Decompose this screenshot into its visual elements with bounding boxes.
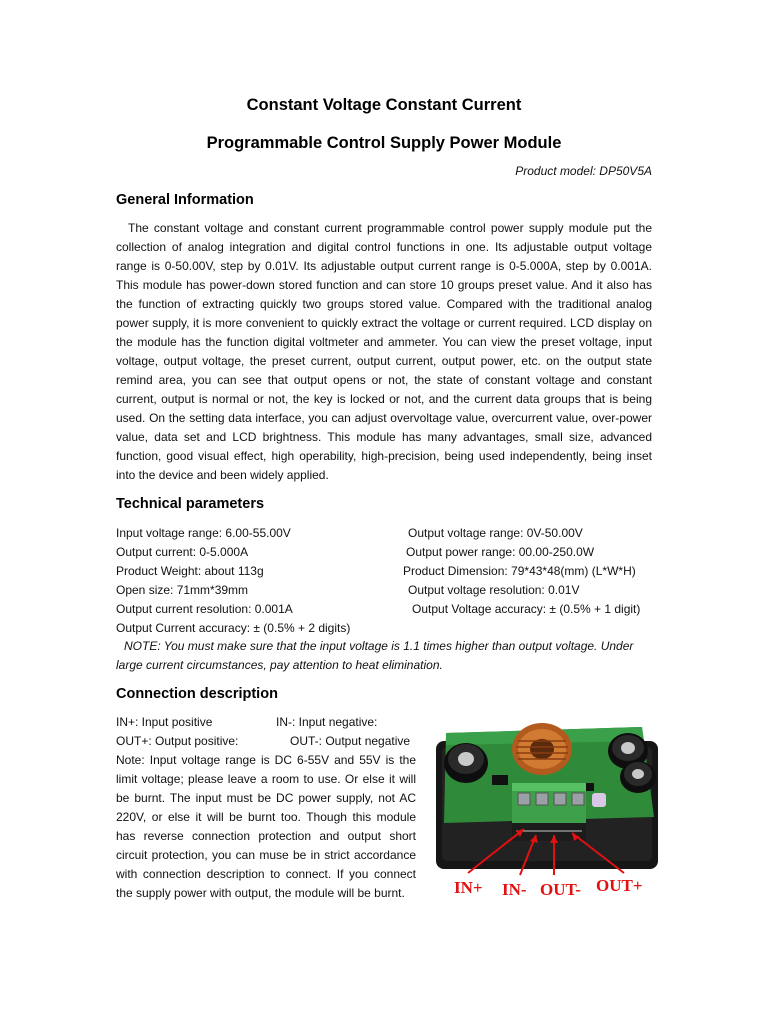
product-model: Product model: DP50V5A bbox=[515, 164, 652, 178]
pin-label-out-positive: OUT+ bbox=[596, 876, 643, 895]
param-open-size: Open size: 71mm*39mm bbox=[116, 583, 249, 597]
general-information-body: The constant voltage and constant current programmable control power supply module put the collection of analog integration and digital control functions in one. Its adjustable output voltage range is 0-50.00V, step by 0.01V. Its adjustable output current range is 0-5.000A, step by 0.001A. This module has power-down stored function and can store 10 groups preset value. And it also has the function of extracting quickly two groups stored value. Compared with the traditional analog power supply, it is more convenient to quickly extract the voltage or current required. LCD display on the module has the function digital voltmeter and ammeter. You can view the preset voltage, input voltage, output voltage, the preset current, output current, output power, etc. on the output state remind area, you can see that output opens or not, the state of constant voltage and constant current, output is normal or not, the key is locked or not, and the current data groups that is being used. On the setting data interface, you can adjust overvoltage value, overcurrent value, over-power value, data set and LCD brightness. This module has many advantages, small size, advanced function, good visual effect, high operability, high-precision, being used independently, being inset into the device and been widely applied. bbox=[116, 221, 652, 482]
pin-labels bbox=[432, 874, 662, 904]
pin-in-positive: IN+: Input positive bbox=[116, 715, 213, 729]
param-product-weight: Product Weight: about 113g bbox=[116, 564, 264, 578]
param-output-current-accuracy: Output Current accuracy: ± (0.5% + 2 digits) bbox=[116, 621, 351, 635]
param-output-current: Output current: 0-5.000A bbox=[116, 545, 249, 559]
param-input-voltage: Input voltage range: 6.00-55.00V bbox=[116, 526, 291, 540]
pin-in-negative: IN-: Input negative: bbox=[276, 715, 378, 729]
general-information-heading: General Information bbox=[116, 192, 254, 208]
pin-label-out-negative: OUT- bbox=[540, 880, 581, 899]
title-line-2: Programmable Control Supply Power Module bbox=[206, 134, 562, 152]
pin-row bbox=[116, 732, 416, 751]
param-product-dimension: Product Dimension: 79*43*48(mm) (L*W*H) bbox=[403, 564, 636, 578]
param-row bbox=[116, 543, 656, 562]
pin-out-negative: OUT-: Output negative bbox=[290, 734, 411, 748]
param-output-current-resolution: Output current resolution: 0.001A bbox=[116, 602, 293, 616]
pin-out-positive: OUT+: Output positive: bbox=[116, 734, 239, 748]
connection-pin-list bbox=[116, 713, 416, 751]
technical-note: NOTE: You must make sure that the input voltage is 1.1 times higher than output voltage. Under large current circumstances, pay attention to heat elimination. bbox=[116, 639, 634, 672]
param-row bbox=[116, 562, 656, 581]
param-output-voltage-range: Output voltage range: 0V-50.00V bbox=[408, 526, 583, 540]
technical-parameters-list bbox=[116, 524, 656, 638]
pin-label-in-negative: IN- bbox=[502, 880, 527, 899]
param-row bbox=[116, 600, 656, 619]
param-output-voltage-accuracy: Output Voltage accuracy: ± (0.5% + 1 digit) bbox=[412, 602, 641, 616]
pin-label-in-positive: IN+ bbox=[454, 878, 483, 897]
param-output-voltage-resolution: Output voltage resolution: 0.01V bbox=[408, 583, 580, 597]
param-row bbox=[116, 581, 656, 600]
technical-parameters-heading: Technical parameters bbox=[116, 496, 265, 512]
title-line-1: Constant Voltage Constant Current bbox=[246, 96, 522, 114]
param-row bbox=[116, 619, 656, 638]
connection-description-heading: Connection description bbox=[116, 686, 278, 702]
pin-row bbox=[116, 713, 416, 732]
param-row bbox=[116, 524, 656, 543]
param-output-power-range: Output power range: 00.00-250.0W bbox=[406, 545, 595, 559]
connection-body: Note: Input voltage range is DC 6-55V and 55V is the limit voltage; please leave a room to use. Or else it will be burnt. The input must be DC power supply, not AC 220V, or else it will be burnt too. Though this module has reverse connection protection and output short circuit protection, you can muse be in strict accordance with connection description to connect. If you connect the supply power with output, the module will be burnt. bbox=[116, 753, 416, 900]
